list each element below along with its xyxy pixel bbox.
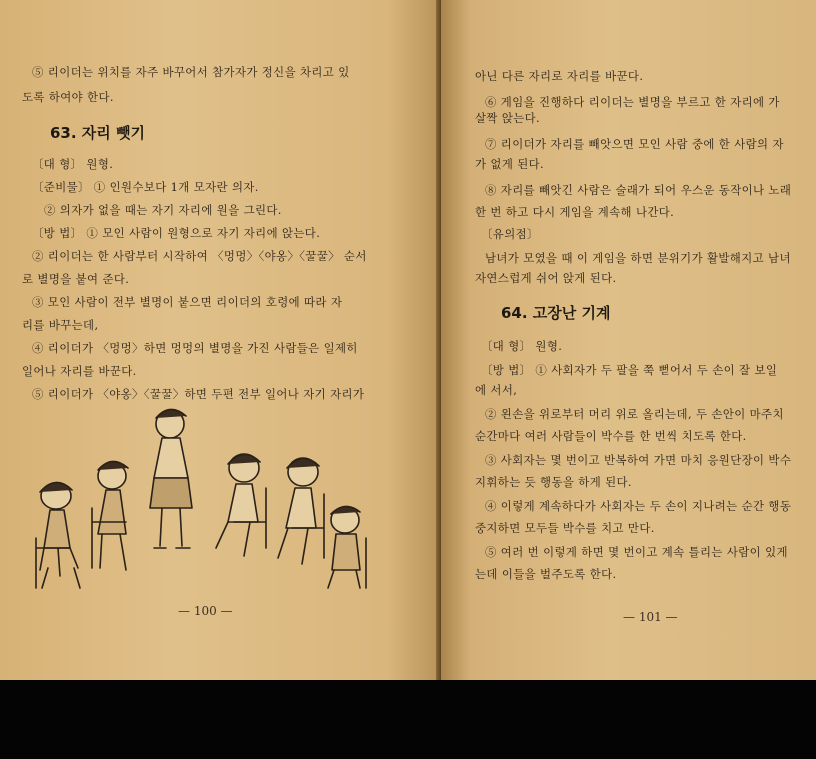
text-line: ④ 리이더가 〈멍멍〉하면 멍멍의 별명을 가진 사람들은 일제히 — [32, 341, 358, 355]
text-line: 한 번 하고 다시 게임을 계속해 나간다. — [475, 205, 675, 219]
section-heading: 63. 자리 뺏기 — [50, 124, 145, 142]
text-line: 〔방 법〕 ① 모인 사람이 원형으로 자기 자리에 앉는다. — [32, 226, 321, 240]
seated-child-figure — [216, 454, 266, 556]
text-line: 일어나 자리를 바꾼다. — [22, 364, 137, 378]
seated-child-figure — [328, 506, 366, 588]
right-page — [441, 0, 816, 680]
text-line: 중지하면 모두들 박수를 치고 만다. — [475, 521, 655, 535]
page-number: — 100 — — [178, 604, 233, 618]
text-line: ④ 이렇게 계속하다가 사회자는 두 손이 지나려는 순간 행동 — [485, 499, 792, 513]
text-line: 는데 이들을 벌주도록 한다. — [475, 567, 617, 581]
text-line: 아닌 다른 자리로 자리를 바꾼다. — [475, 69, 644, 83]
section-heading: 64. 고장난 기계 — [501, 304, 611, 322]
text-line: 도록 하여야 한다. — [22, 90, 114, 104]
text-line: 에 서서, — [475, 383, 518, 397]
text-line: 리를 바꾸는데, — [22, 318, 99, 332]
text-line: 〔준비물〕 ① 인원수보다 1개 모자란 의자. — [32, 180, 259, 194]
page-number: — 101 — — [623, 610, 678, 624]
text-line: 살짝 앉는다. — [475, 111, 541, 125]
text-line: ⑥ 게임을 진행하다 리이더는 별명을 부르고 한 자리에 가 — [485, 95, 780, 109]
text-line: ② 왼손을 위로부터 머리 위로 올리는데, 두 손안이 마주치 — [485, 407, 784, 421]
text-line: ③ 사회자는 몇 번이고 반복하여 가면 마치 응원단장이 박수 — [485, 453, 792, 467]
text-line: 〔유의점〕 — [481, 227, 539, 241]
standing-child-figure — [150, 409, 192, 548]
text-line: 자연스럽게 쉬어 앉게 된다. — [475, 271, 617, 285]
text-line: 〔방 법〕 ① 사회자가 두 팔을 쭉 뻗어서 두 손이 잘 보일 — [481, 363, 778, 377]
seated-child-figure — [92, 461, 128, 570]
text-line: 〔대 형〕 원형. — [32, 157, 114, 171]
left-page — [0, 0, 440, 680]
text-line: 순간마다 여러 사람들이 박수를 한 번씩 치도록 한다. — [475, 429, 747, 443]
text-line: 남녀가 모였을 때 이 게임을 하면 분위기가 활발해지고 남녀 — [485, 251, 791, 265]
seated-child-figure — [36, 482, 80, 588]
text-line: ② 의자가 없을 때는 자기 자리에 원을 그린다. — [44, 203, 282, 217]
text-line: ⑤ 여러 번 이렇게 하면 몇 번이고 계속 틀리는 사람이 있게 — [485, 545, 788, 559]
text-line: 로 별명을 붙여 준다. — [22, 272, 130, 286]
text-line: 지휘하는 듯 행동을 하게 된다. — [475, 475, 632, 489]
text-line: ⑤ 리이더가 〈야옹〉〈꿀꿀〉하면 두편 전부 일어나 자기 자리가 — [32, 387, 365, 401]
text-line: ② 리이더는 한 사람부터 시작하여 〈멍멍〉〈야옹〉〈꿀꿀〉 순서 — [32, 249, 367, 263]
text-line: ⑦ 리이더가 자리를 빼앗으면 모인 사람 중에 한 사람의 자 — [485, 137, 784, 151]
dark-background — [0, 680, 816, 759]
seated-child-figure — [278, 458, 324, 564]
children-chairs-illustration — [30, 398, 375, 598]
text-line: ③ 모인 사람이 전부 별명이 붙으면 리이더의 호령에 따라 자 — [32, 295, 343, 309]
text-line: 가 없게 된다. — [475, 157, 545, 171]
text-line: 〔대 형〕 원형. — [481, 339, 563, 353]
text-line: ⑤ 리이더는 위치를 자주 바꾸어서 참가자가 정신을 차리고 있 — [32, 65, 350, 79]
text-line: ⑧ 자리를 빼앗긴 사람은 술래가 되어 우스운 동작이나 노래 — [485, 183, 792, 197]
